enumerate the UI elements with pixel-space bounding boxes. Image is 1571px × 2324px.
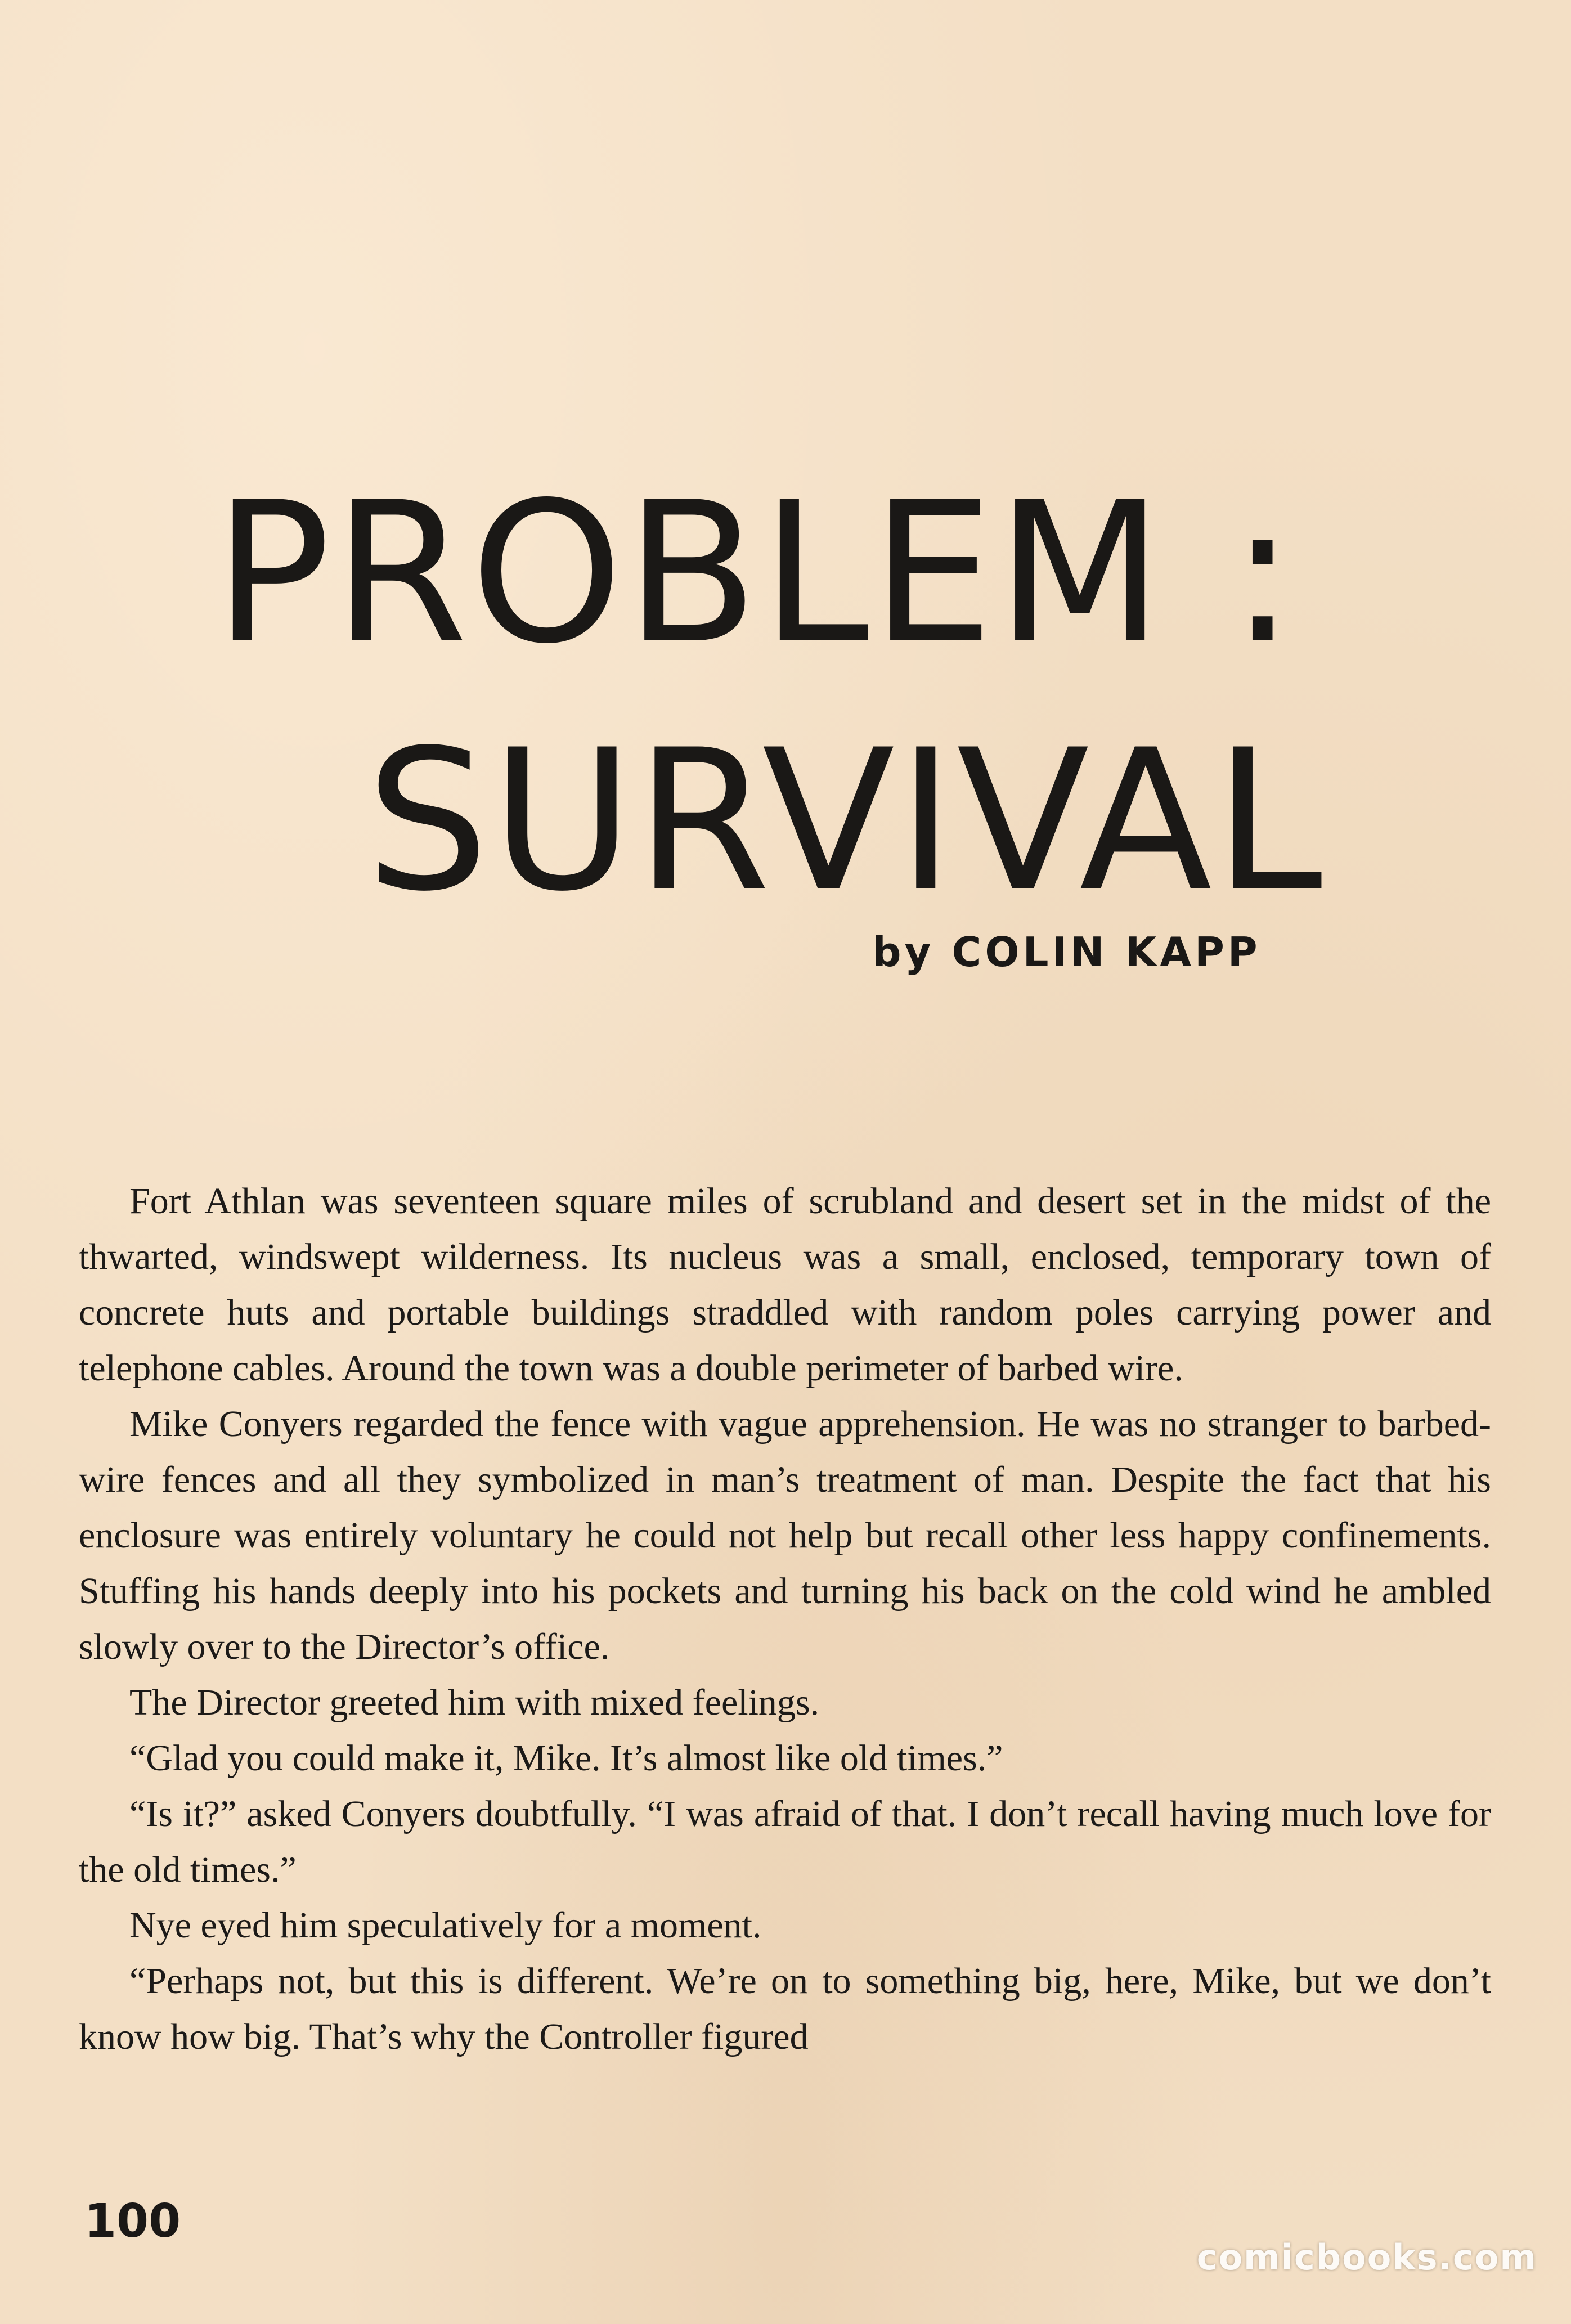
site-watermark: comicbooks.com: [1196, 2237, 1537, 2278]
author-byline: by COLIN KAPP: [872, 928, 1261, 976]
paragraph: “Is it?” asked Conyers doubtfully. “I was afraid of that. I don’t recall having much love for the old times.”: [79, 1793, 1491, 1890]
story-title-line-1: PROBLEM :: [214, 461, 1298, 687]
paragraph: Mike Conyers regarded the fence with vague apprehension. He was no stranger to barbed-wire fences and all they symbolized in man’s treatment of man. Despite the fact that his enclosure was entirely voluntary he could not help but recall other less happy confinements. Stuffing his hands deeply into his pockets and turning his back on the cold wind he ambled slowly over to the Director’s office.: [79, 1403, 1491, 1667]
paragraph: “Glad you could make it, Mike. It’s almost like old times.”: [129, 1738, 1003, 1779]
page-number: 100: [84, 2195, 181, 2248]
paragraph: “Perhaps not, but this is different. We’re on to something big, here, Mike, but we don’t know how big. That’s why the Controller figured: [79, 1960, 1491, 2057]
story-title: [214, 450, 1508, 945]
paragraph: Nye eyed him speculatively for a moment.: [129, 1905, 762, 1946]
paragraph: Fort Athlan was seventeen square miles of scrubland and desert set in the midst of the thwarted, windswept wilderness. Its nucleus was a small, enclosed, temporary town of concrete huts and portable buildings straddled with random poles carrying power and telephone cables. Around the town was a double perimeter of barbed wire.: [79, 1181, 1491, 1389]
paragraph: The Director greeted him with mixed feelings.: [129, 1682, 820, 1723]
story-body: [79, 1173, 1491, 2065]
story-title-line-2: SURVIVAL: [366, 708, 1325, 934]
